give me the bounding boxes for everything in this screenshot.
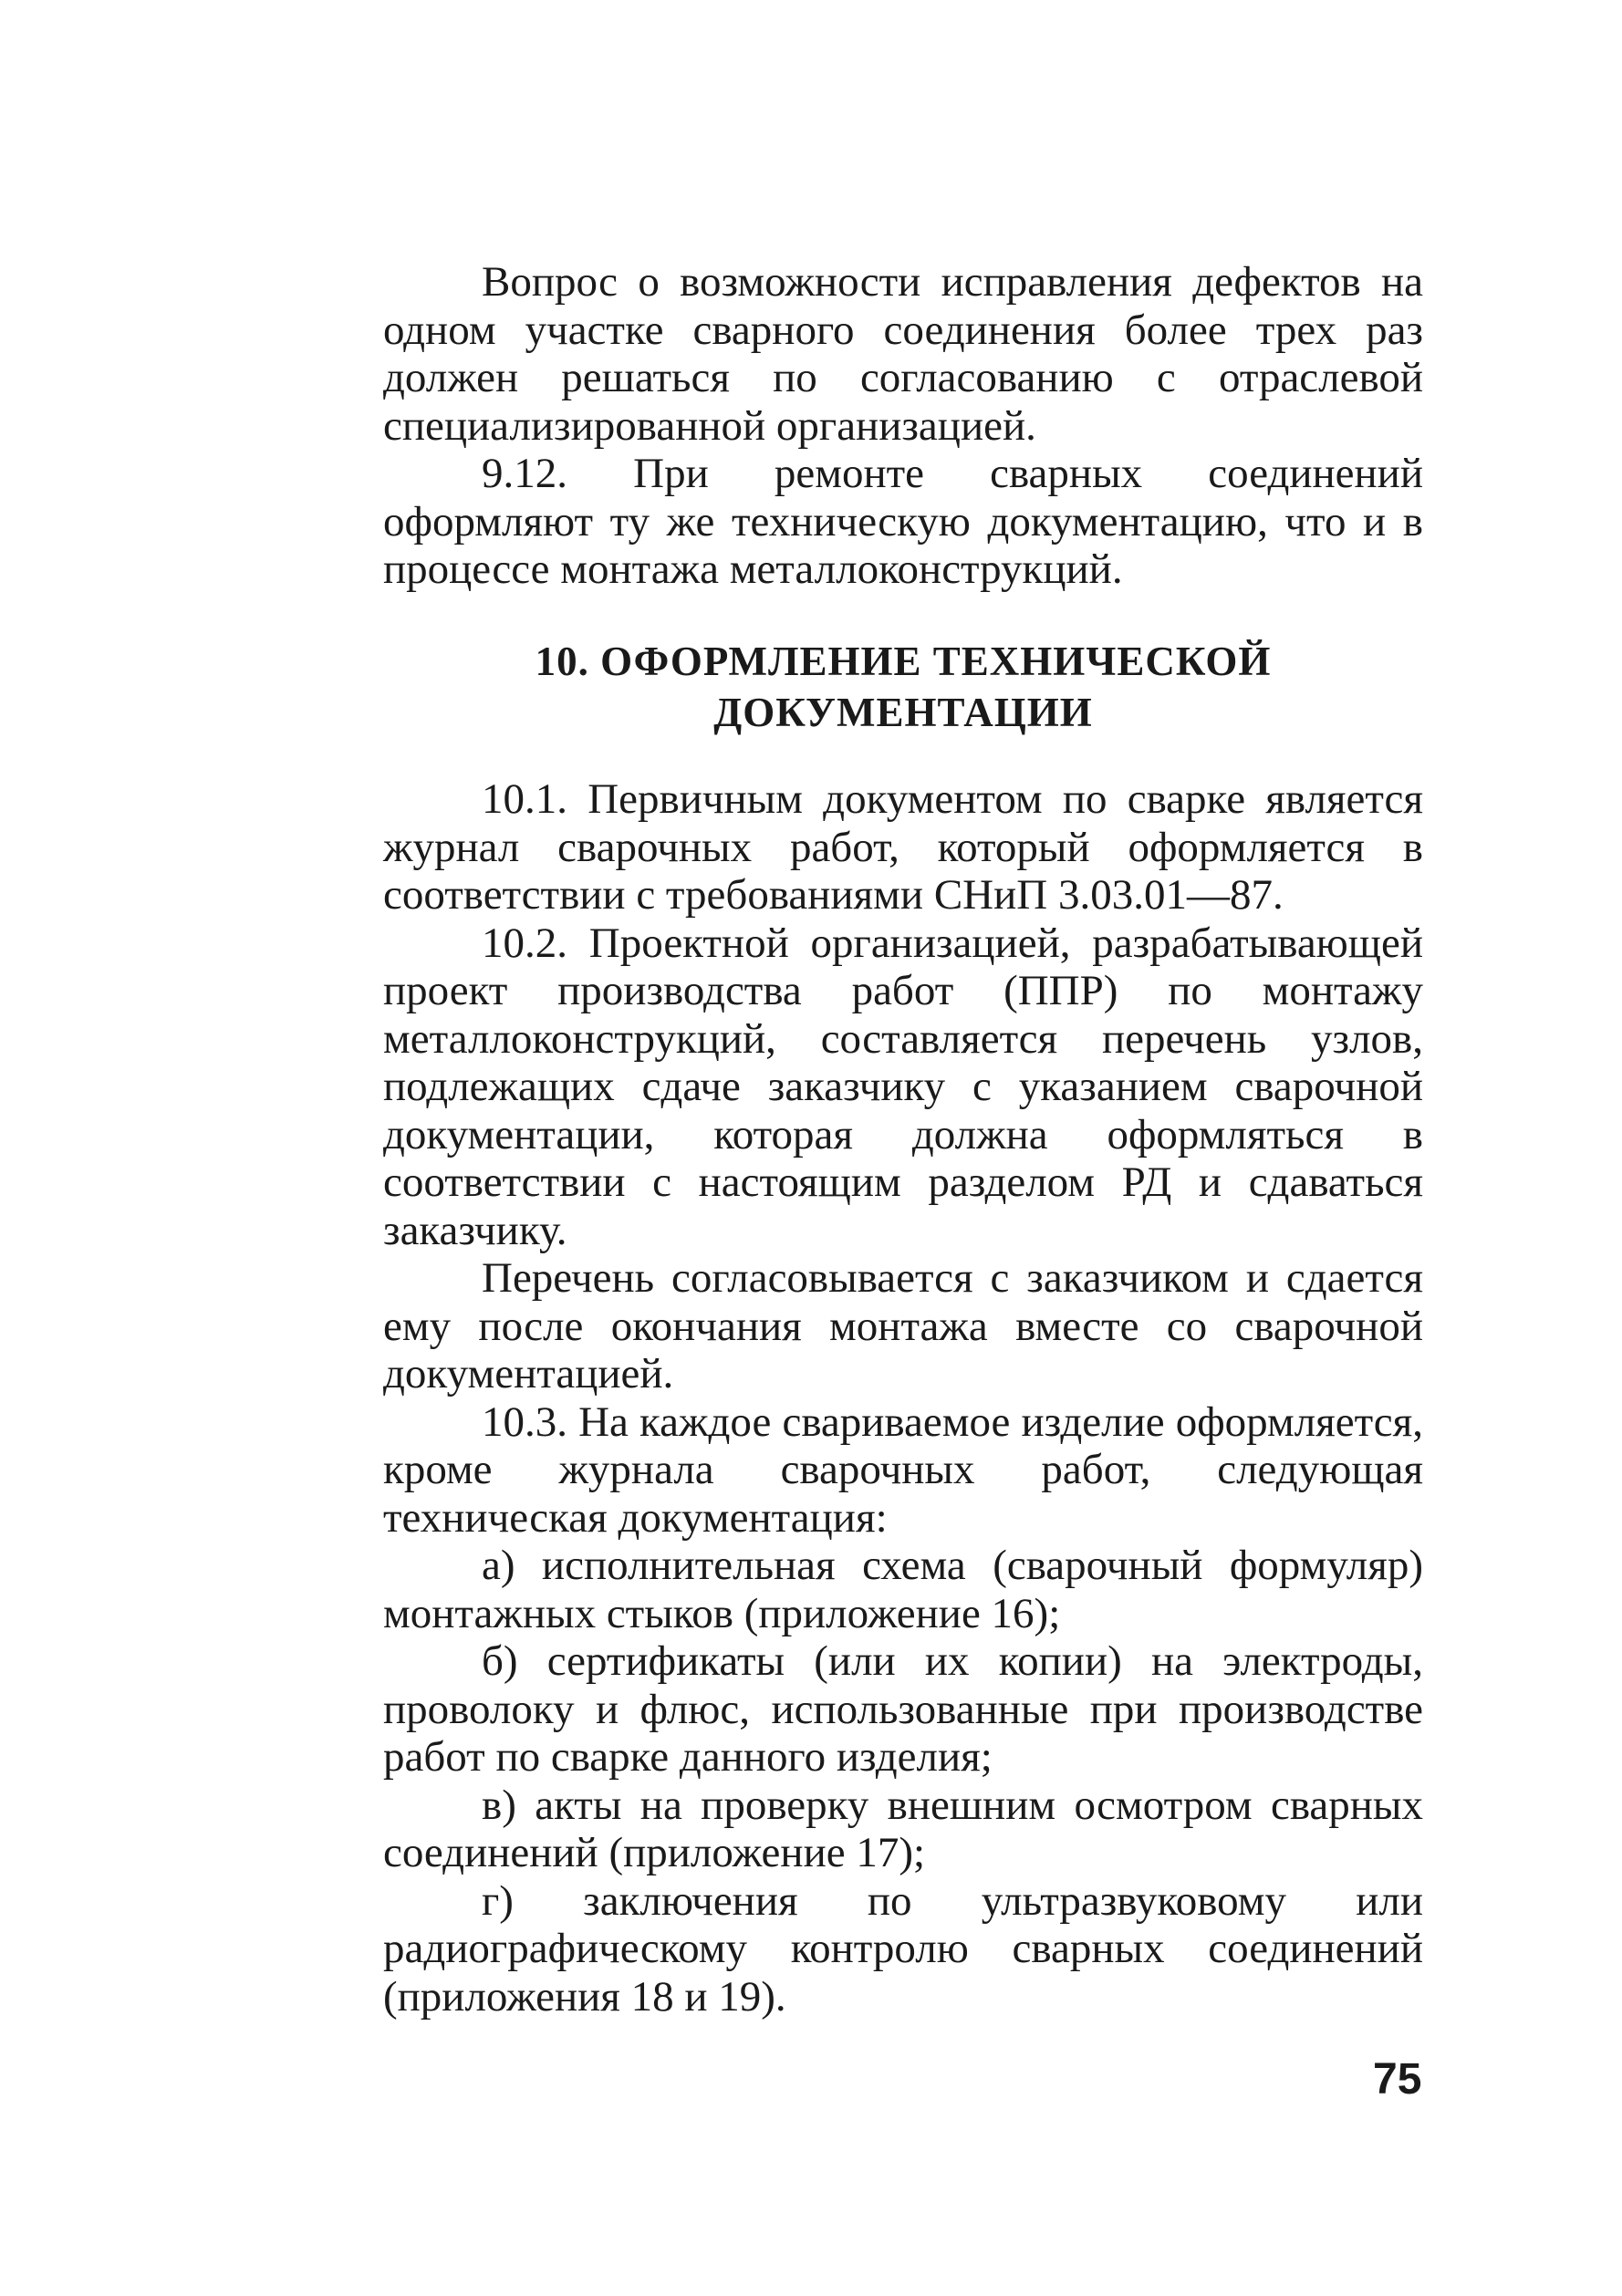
paragraph-defect-repair: Вопрос о возможности исправления дефектов на одном участке сварного соединения более трех раз должен решаться по согласованию с отраслевой специализированной организацией. (383, 258, 1423, 450)
list-item-b: б) сертификаты (или их копии) на электроды, проволоку и флюс, использованные при производстве работ по сварке данного изделия; (383, 1637, 1423, 1781)
list-item-g: г) заключения по ультразвуковому или радиографическому контролю сварных соединений (приложения 18 и 19). (383, 1876, 1423, 2021)
section-heading (383, 636, 1423, 738)
paragraph-10-3: 10.3. На каждое свариваемое изделие оформляется, кроме журнала сварочных работ, следующая техническая документация: (383, 1397, 1423, 1542)
text-block-top (383, 258, 1423, 594)
paragraph-10-1: 10.1. Первичным документом по сварке является журнал сварочных работ, который оформляется в соответствии с требованиями СНиП 3.03.01—87. (383, 775, 1423, 919)
page-number: 75 (1373, 2055, 1422, 2104)
paragraph-list-agreement: Перечень согласовывается с заказчиком и сдается ему после окончания монтажа вместе со сварочной документацией. (383, 1254, 1423, 1397)
paragraph-9-12: 9.12. При ремонте сварных соединений оформляют ту же техническую документацию, что и в процессе монтажа металлоконструкций. (383, 450, 1423, 593)
paragraph-10-2: 10.2. Проектной организацией, разрабатывающей проект производства работ (ППР) по монтажу металлоконструкций, составляется перечень узлов, подлежащих сдаче заказчику с указанием сварочной документации, которая должна оформляться в соответствии с настоящим разделом РД и сдаваться заказчику. (383, 919, 1423, 1254)
list-item-a: а) исполнительная схема (сварочный формуляр) монтажных стыков (приложение 16); (383, 1542, 1423, 1637)
list-item-v: в) акты на проверку внешним осмотром сварных соединений (приложение 17); (383, 1781, 1423, 1876)
heading-line-2: ДОКУМЕНТАЦИИ (713, 690, 1093, 735)
text-block-section-10 (383, 775, 1423, 2021)
heading-line-1: 10. ОФОРМЛЕНИЕ ТЕХНИЧЕСКОЙ (535, 639, 1272, 684)
